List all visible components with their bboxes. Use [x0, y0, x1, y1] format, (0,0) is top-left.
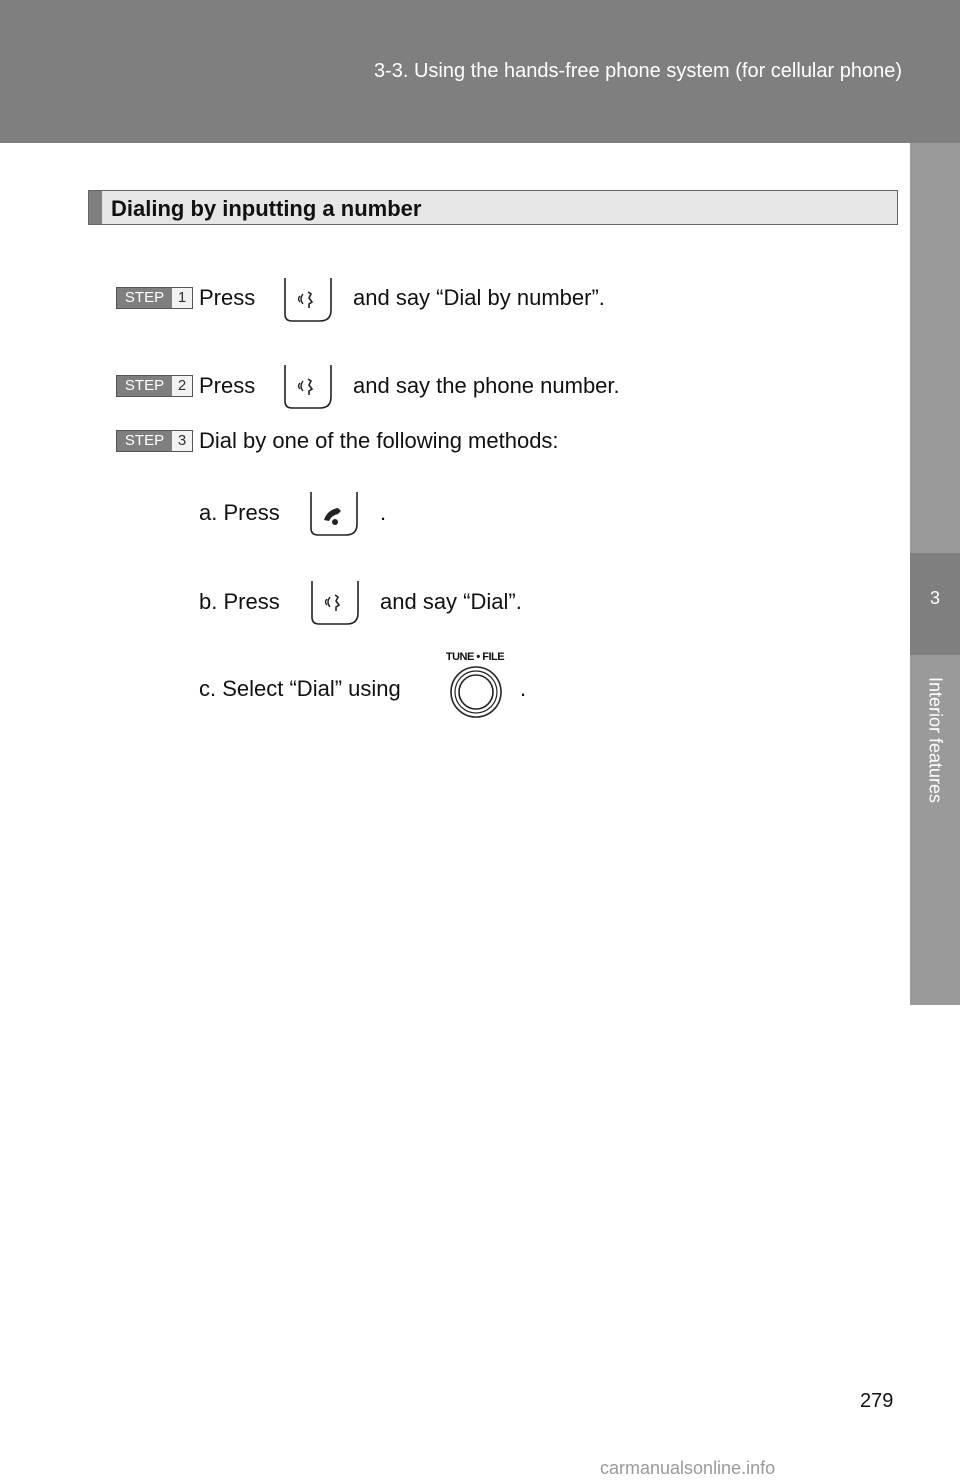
watermark: carmanualsonline.info [600, 1458, 776, 1478]
method-b-text-after: and say “Dial”. [380, 589, 522, 614]
chapter-label: Interior features [925, 676, 946, 804]
method-b-text-before: b. Press [199, 589, 280, 614]
step-1-text-before: Press [199, 285, 256, 310]
talk-switch-icon [284, 363, 332, 411]
header-title: 3-3. Using the hands-free phone system (for cellular phone) [373, 60, 902, 82]
off-hook-icon [310, 490, 358, 538]
step-3-text: Dial by one of the following methods: [199, 428, 559, 453]
step-1-badge [116, 287, 193, 309]
step-number: 2 [177, 377, 187, 394]
step-number: 1 [177, 289, 187, 306]
section-heading [88, 190, 898, 225]
step-2-text-after: and say the phone number. [353, 373, 620, 398]
method-c-text-after: . [520, 676, 527, 701]
step-word: STEP [117, 431, 172, 451]
page-number: 279 [860, 1390, 894, 1412]
talk-switch-icon [311, 579, 359, 627]
step-word: STEP [117, 288, 172, 308]
tune-file-knob-icon [444, 651, 506, 721]
section-accent [89, 191, 102, 224]
knob-label: TUNE • FILE [445, 651, 505, 663]
step-2-badge [116, 375, 193, 397]
side-tab-chapter [910, 553, 960, 655]
section-title: Dialing by inputting a number [111, 196, 422, 221]
step-1-text-after: and say “Dial by number”. [353, 285, 605, 310]
step-3-badge [116, 430, 193, 452]
step-word: STEP [117, 376, 172, 396]
step-number: 3 [177, 432, 187, 449]
method-a-text-before: a. Press [199, 500, 280, 525]
side-tab-upper [910, 143, 960, 553]
method-a-text-after: . [380, 500, 387, 525]
page-header [0, 0, 960, 143]
talk-switch-icon [284, 276, 332, 324]
step-2-text-before: Press [199, 373, 256, 398]
chapter-number: 3 [929, 588, 940, 608]
method-c-text-before: c. Select “Dial” using [199, 676, 401, 701]
